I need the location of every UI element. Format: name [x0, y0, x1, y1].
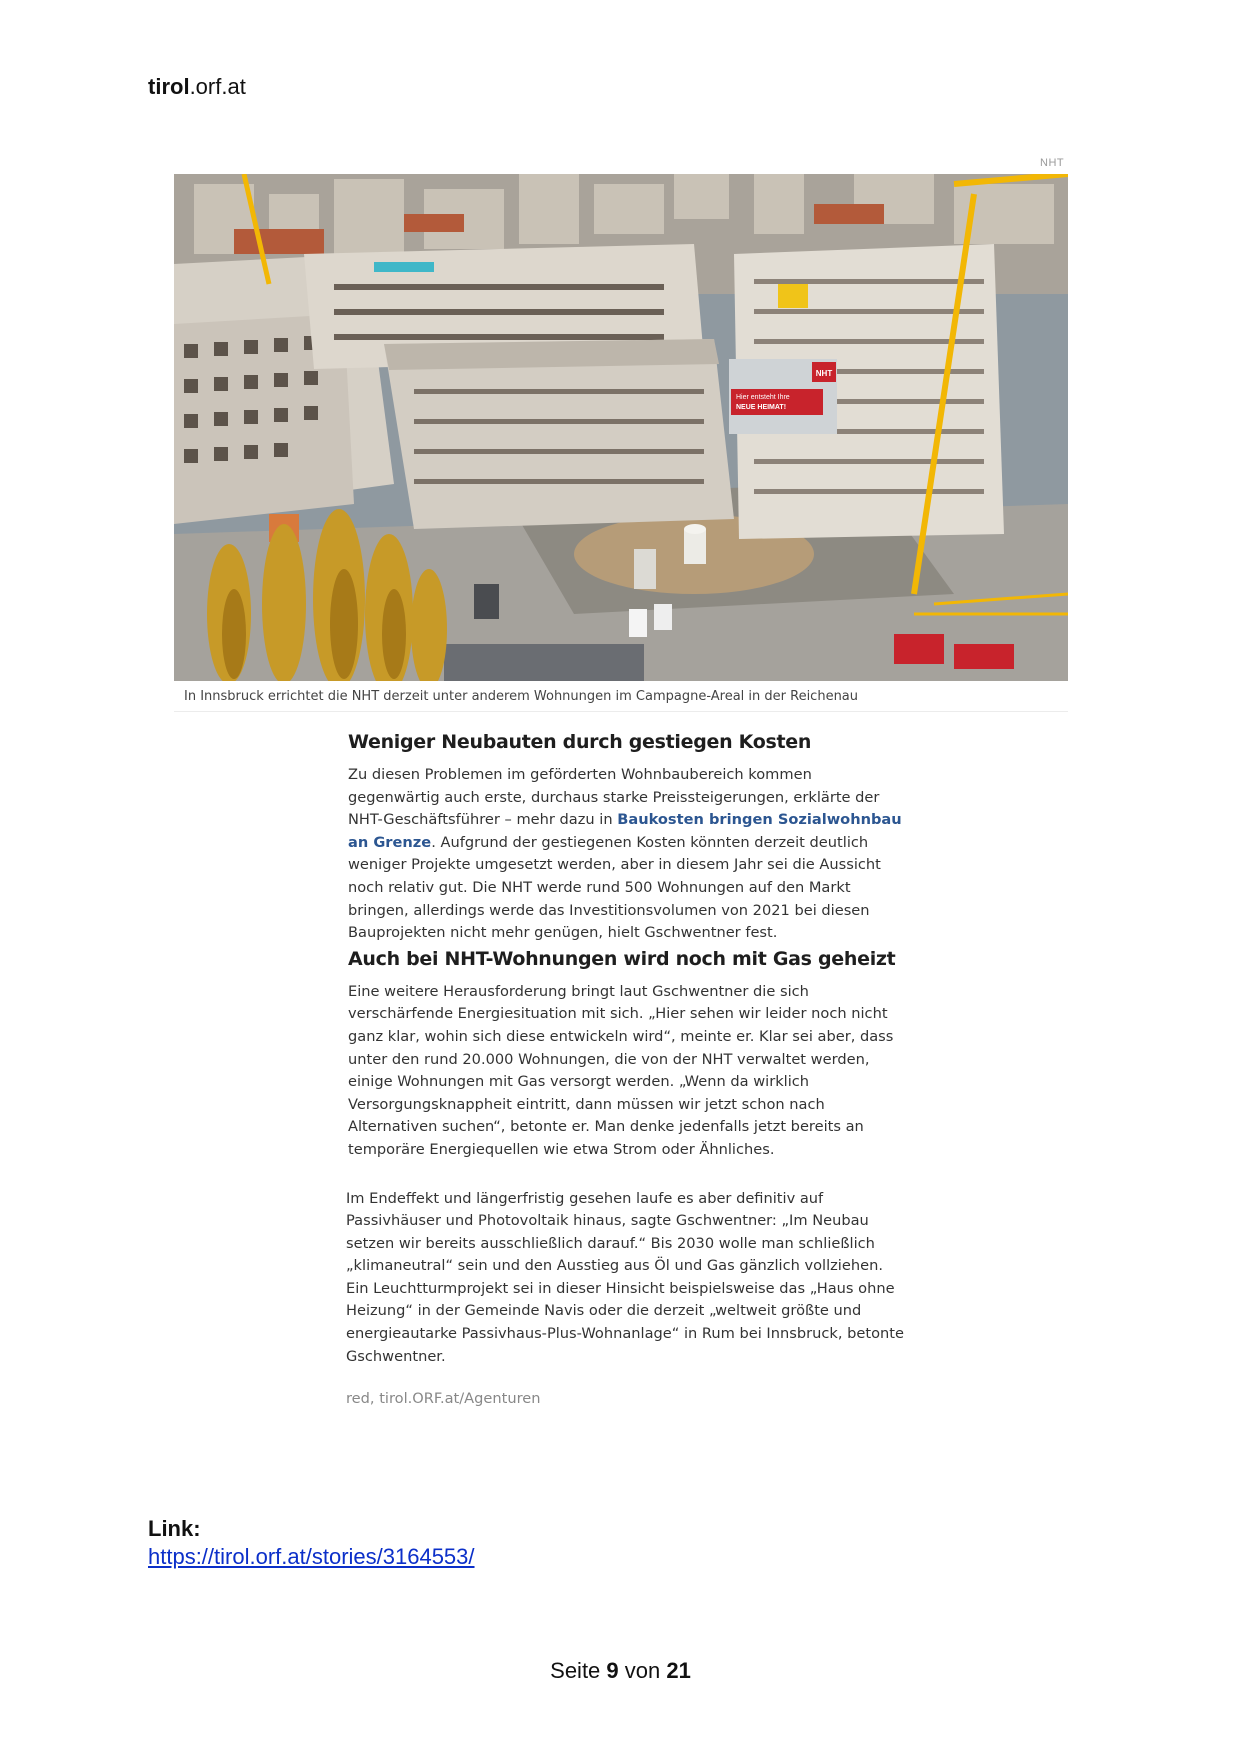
site-header	[148, 74, 246, 100]
paragraph-costs	[348, 764, 908, 945]
paragraph-passivhaus: Im Endeffekt und längerfristig gesehen laufe es aber definitiv auf Passivhäuser und Photovoltaik hinaus, sagte Gschwentner: „Im Neubau setzen wir bereits ausschließlich darauf.“ Bis 2030 wolle man schließlich „klimaneutral“ sein und den Ausstieg aus Öl und Gas gänzlich vollziehen. Ein Leuchtturmprojekt sei in dieser Hinsicht beispielsweise das „Haus ohne Heizung“ in der Gemeinde Navis oder die derzeit „weltweit größte und energieautarke Passivhaus-Plus-Wohnanlage“ in Rum bei Innsbruck, betonte Gschwentner.	[346, 1189, 904, 1365]
page-number	[0, 1658, 1241, 1684]
article-source: red, tirol.ORF.at/Agenturen	[346, 1390, 541, 1408]
section-heading-gas: Auch bei NHT-Wohnungen wird noch mit Gas geheizt	[348, 947, 896, 970]
photo-caption	[174, 681, 1068, 712]
article-url-link[interactable]: https://tirol.orf.at/stories/3164553/	[148, 1544, 475, 1569]
link-label: Link:	[148, 1516, 201, 1541]
photo-caption-text: In Innsbruck errichtet die NHT derzeit unter anderem Wohnungen im Campagne-Areal in der Reichenau	[184, 689, 859, 704]
photo-credit: NHT	[1040, 157, 1065, 169]
page-number-current: 9	[606, 1658, 619, 1683]
banner-logo: NHT	[815, 369, 833, 378]
page-number-prefix: Seite	[550, 1658, 607, 1683]
paragraph-costs-text-2: . Aufgrund der gestiegenen Kosten könnten derzeit deutlich weniger Projekte umgesetzt werden, aber in diesem Jahr sei die Aussicht noch relativ gut. Die NHT werde rund 500 Wohnungen auf den Markt bringen, allerdings werde das Investitionsvolumen von 2021 bei diesen Bauprojekten nicht mehr genügen, hielt Gschwentner fest.	[348, 833, 881, 942]
link-baukosten[interactable]: Baukosten bringen Sozialwohnbau an Grenze	[348, 811, 902, 851]
banner-line-2: NEUE HEIMAT!	[736, 404, 787, 411]
page-number-middle: von	[618, 1658, 667, 1683]
site-header-rest: .orf.at	[189, 74, 246, 99]
page-number-total: 21	[666, 1658, 691, 1683]
article-body	[348, 728, 908, 1411]
paragraph-costs-text-1: Zu diesen Problemen im geförderten Wohnbaubereich kommen gegenwärtig auch erste, durchaus starke Preissteigerungen, erklärte der NHT-Geschäftsführer – mehr dazu in	[348, 766, 880, 829]
paragraph-gas: Eine weitere Herausforderung bringt laut Gschwentner die sich verschärfende Energiesituation mit sich. „Hier sehen wir leider noch nicht ganz klar, wohin sich diese entwickeln wird“, meinte er. Klar sei aber, dass unter den rund 20.000 Wohnungen, die von der NHT verwaltet werden, einige Wohnungen mit Gas versorgt werden. „Wenn da wirklich Versorgungsknappheit eintritt, dann müssen wir jetzt schon nach Alternativen suchen“, betonte er. Man denke jedenfalls jetzt bereits an temporäre Energiequellen wie etwa Strom oder Ähnliches.	[348, 982, 894, 1158]
article-photo	[174, 174, 1068, 681]
construction-site-illustration	[174, 174, 1068, 681]
site-header-bold: tirol	[148, 74, 190, 99]
section-heading-costs: Weniger Neubauten durch gestiegen Kosten	[348, 731, 812, 753]
banner-line-1: Hier entsteht Ihre	[736, 394, 790, 401]
